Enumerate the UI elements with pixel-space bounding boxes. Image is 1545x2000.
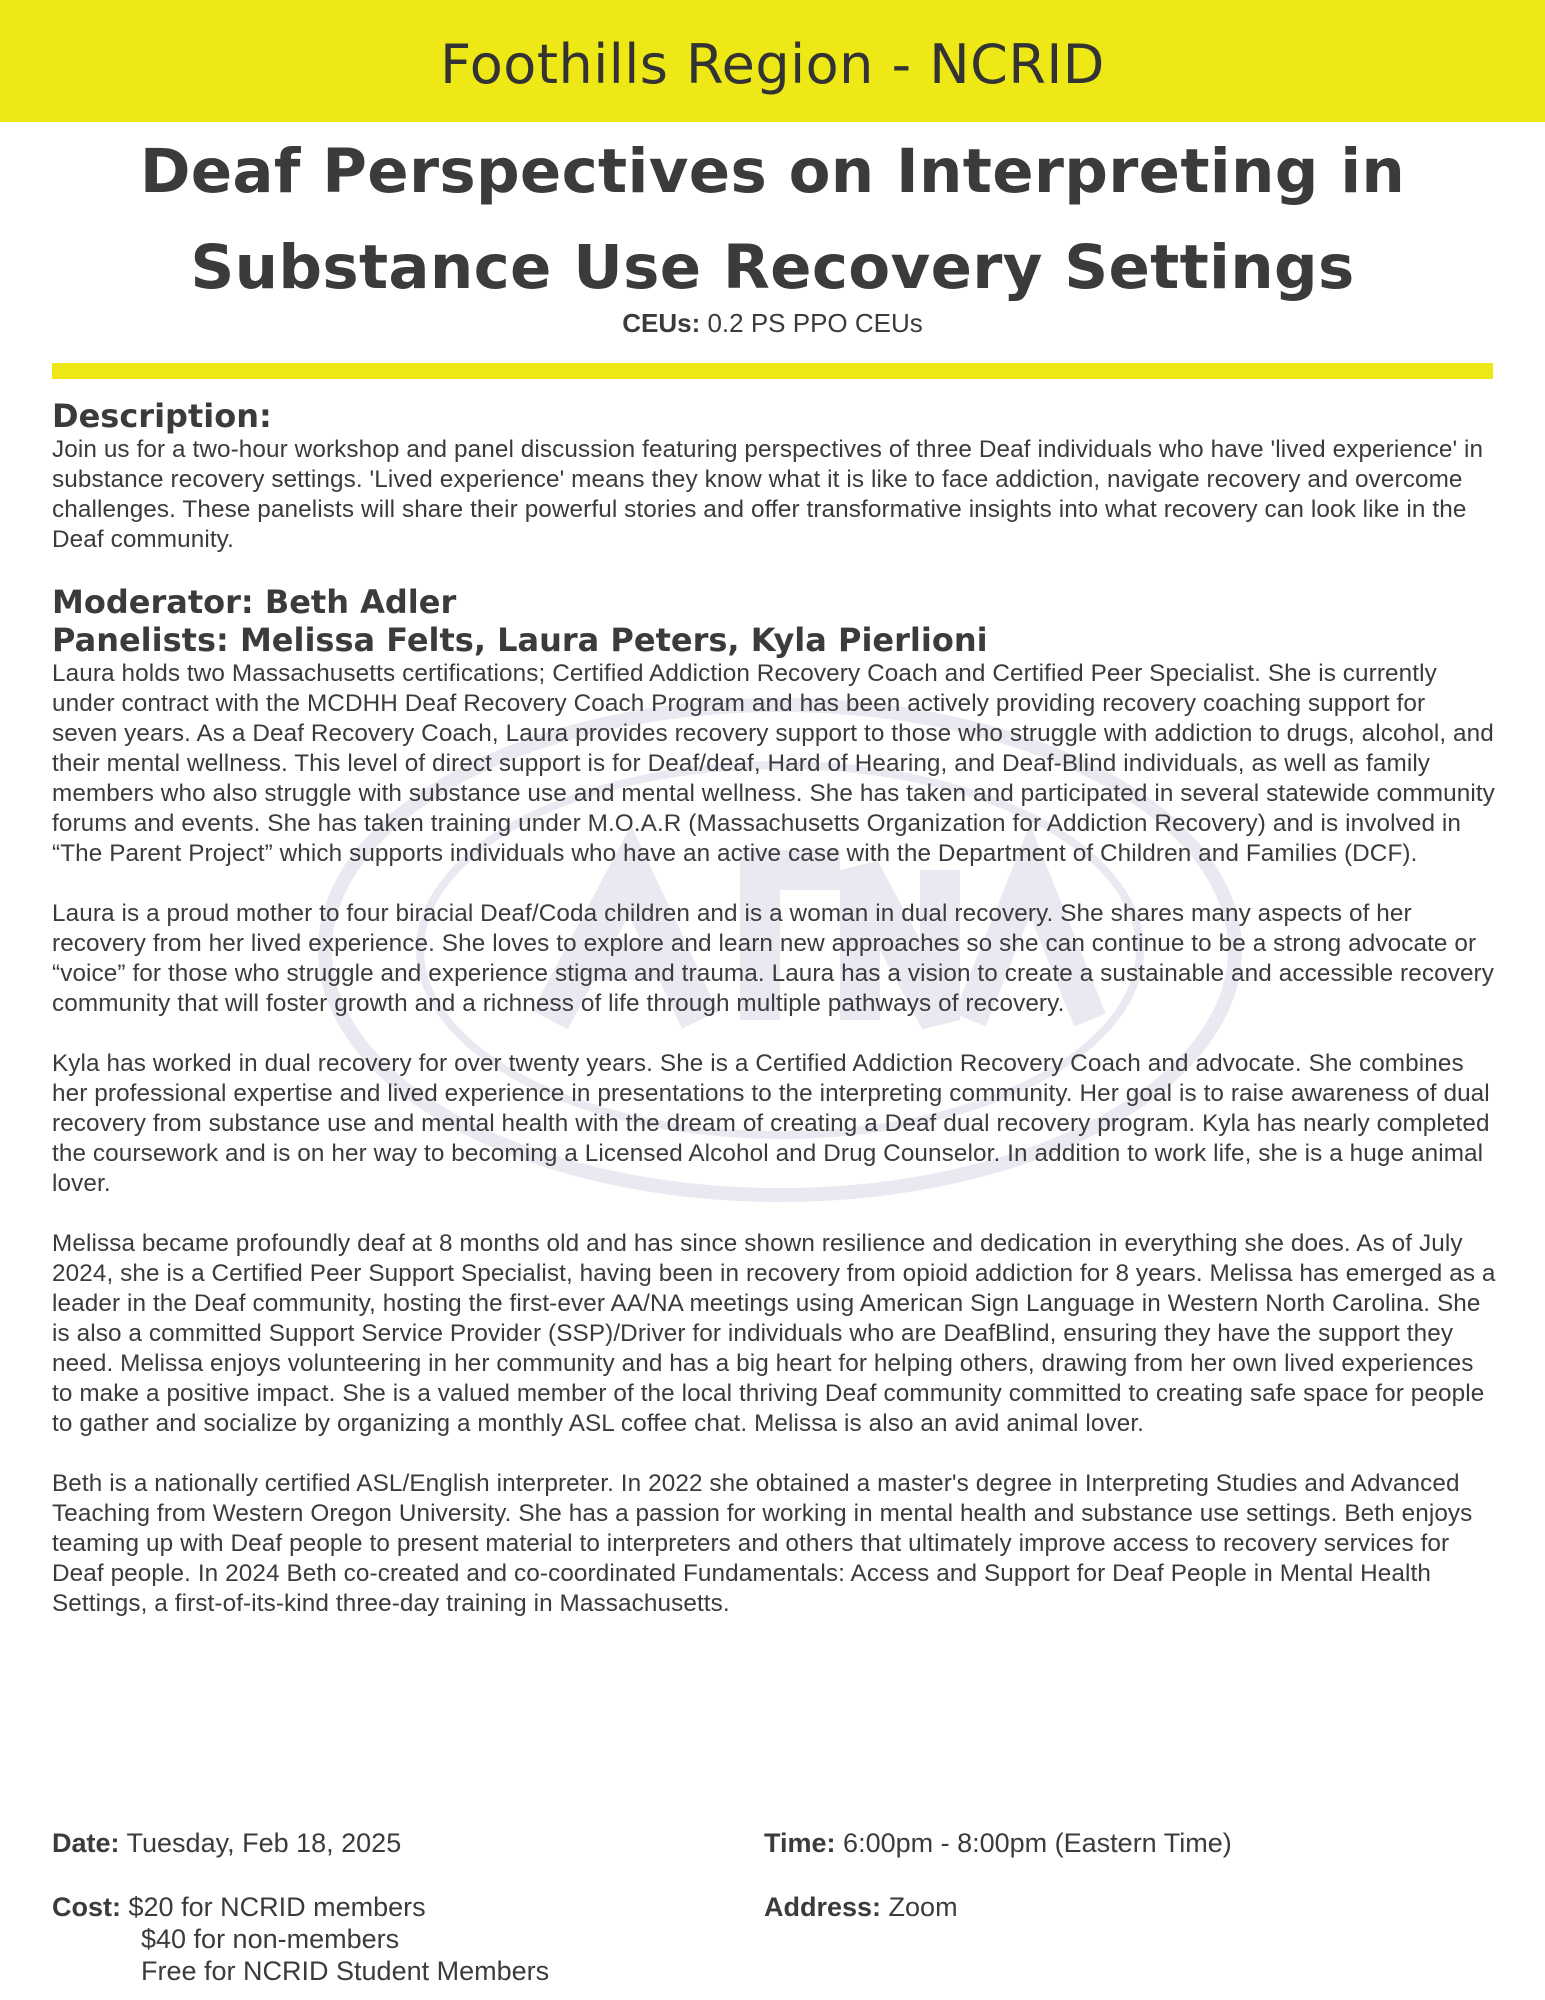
title-line-1: Deaf Perspectives on Interpreting in [139, 136, 1406, 207]
panelists-heading: Panelists: Melissa Felts, Laura Peters, Kyla Pierlioni [52, 621, 988, 659]
time-label: Time: [764, 1828, 836, 1858]
address-label: Address: [764, 1892, 882, 1922]
title-line-2: Substance Use Recovery Settings [190, 232, 1355, 303]
event-address [764, 1891, 958, 1923]
cost-line-2: $40 for non-members [141, 1924, 400, 1954]
time-value: 6:00pm - 8:00pm (Eastern Time) [843, 1828, 1232, 1858]
ceus-line [0, 308, 1545, 339]
bio-beth: Beth is a nationally certified ASL/English interpreter. In 2022 she obtained a master's degree in Interpreting Studies and Advanced Teaching from Western Oregon University. She has a passion for working in mental health and substance use settings. Beth enjoys teaming up with Deaf people to present material to interpreters and others that ultimately improve access to recovery services for Deaf people. In 2024 Beth co-created and co-coordinated Fundamentals: Access and Support for Deaf People in Mental Health Settings, a first-of-its-kind three-day training in Massachusetts. [52, 1470, 1473, 1617]
ceus-value: 0.2 PS PPO CEUs [707, 308, 923, 338]
ceus-label: CEUs: [622, 308, 701, 338]
bio-kyla: Kyla has worked in dual recovery for over twenty years. She is a Certified Addiction Recovery Coach and advocate. She combines her professional expertise and lived experience in presentations to the interpreting community. Her goal is to raise awareness of dual recovery from substance use and mental health with the dream of creating a Deaf dual recovery program. Kyla has nearly completed the coursework and is on her way to becoming a Licensed Alcohol and Drug Counselor. In addition to work life, she is a huge animal lover. [52, 1050, 1490, 1197]
moderator-heading: Moderator: Beth Adler [52, 583, 457, 621]
bio-laura-1: Laura holds two Massachusetts certifications; Certified Addiction Recovery Coach and Certified Peer Specialist. She is currently under contract with the MCDHH Deaf Recovery Coach Program and has been actively providing recovery coaching support for seven years. As a Deaf Recovery Coach, Laura provides recovery support to those who struggle with addiction to drugs, alcohol, and their mental wellness. This level of direct support is for Deaf/deaf, Hard of Hearing, and Deaf-Blind individuals, as well as family members who also struggle with substance use and mental wellness. She has taken and participated in several statewide community forums and events. She has taken training under M.O.A.R (Massachusetts Organization for Addiction Recovery) and is involved in “The Parent Project” which supports individuals who have an active case with the Department of Children and Families (DCF). [52, 660, 1495, 867]
main-content [52, 397, 1497, 1649]
header-banner [0, 0, 1545, 122]
date-label: Date: [52, 1828, 120, 1858]
event-details [52, 1827, 1497, 2000]
date-value: Tuesday, Feb 18, 2025 [126, 1828, 402, 1858]
description-heading: Description: [52, 397, 272, 435]
address-value: Zoom [888, 1892, 958, 1922]
event-cost [52, 1891, 549, 1987]
event-date [52, 1827, 401, 1859]
bio-melissa: Melissa became profoundly deaf at 8 months old and has since shown resilience and dedication in everything she does. As of July 2024, she is a Certified Peer Support Specialist, having been in recovery from opioid addiction for 8 years. Melissa has emerged as a leader in the Deaf community, hosting the first-ever AA/NA meetings using American Sign Language in Western North Carolina. She is also a committed Support Service Provider (SSP)/Driver for individuals who are DeafBlind, ensuring they have the support they need. Melissa enjoys volunteering in her community and has a big heart for helping others, drawing from her own lived experiences to make a positive impact. She is a valued member of the local thriving Deaf community committed to creating safe space for people to gather and socialize by organizing a monthly ASL coffee chat. Melissa is also an avid animal lover. [52, 1230, 1496, 1437]
divider-bar [52, 363, 1493, 379]
bio-laura-2: Laura is a proud mother to four biracial Deaf/Coda children and is a woman in dual recovery. She shares many aspects of her recovery from her lived experience. She loves to explore and learn new approaches so she can continue to be a strong advocate or “voice” for those who struggle and experience stigma and trauma. Laura has a vision to create a sustainable and accessible recovery community that will foster growth and a richness of life through multiple pathways of recovery. [52, 900, 1495, 1017]
page-title [60, 124, 1485, 316]
description-text: Join us for a two-hour workshop and panel discussion featuring perspectives of three Deaf individuals who have 'lived experience' in substance recovery settings. 'Lived experience' means they know what it is like to face addiction, navigate recovery and overcome challenges. These panelists will share their powerful stories and offer transformative insights into what recovery can look like in the Deaf community. [52, 436, 1484, 553]
cost-line-1: $20 for NCRID members [128, 1892, 426, 1922]
event-time [764, 1827, 1232, 1859]
cost-line-3: Free for NCRID Student Members [141, 1956, 550, 1986]
cost-label: Cost: [52, 1892, 121, 1922]
region-title: Foothills Region - NCRID [440, 32, 1105, 96]
